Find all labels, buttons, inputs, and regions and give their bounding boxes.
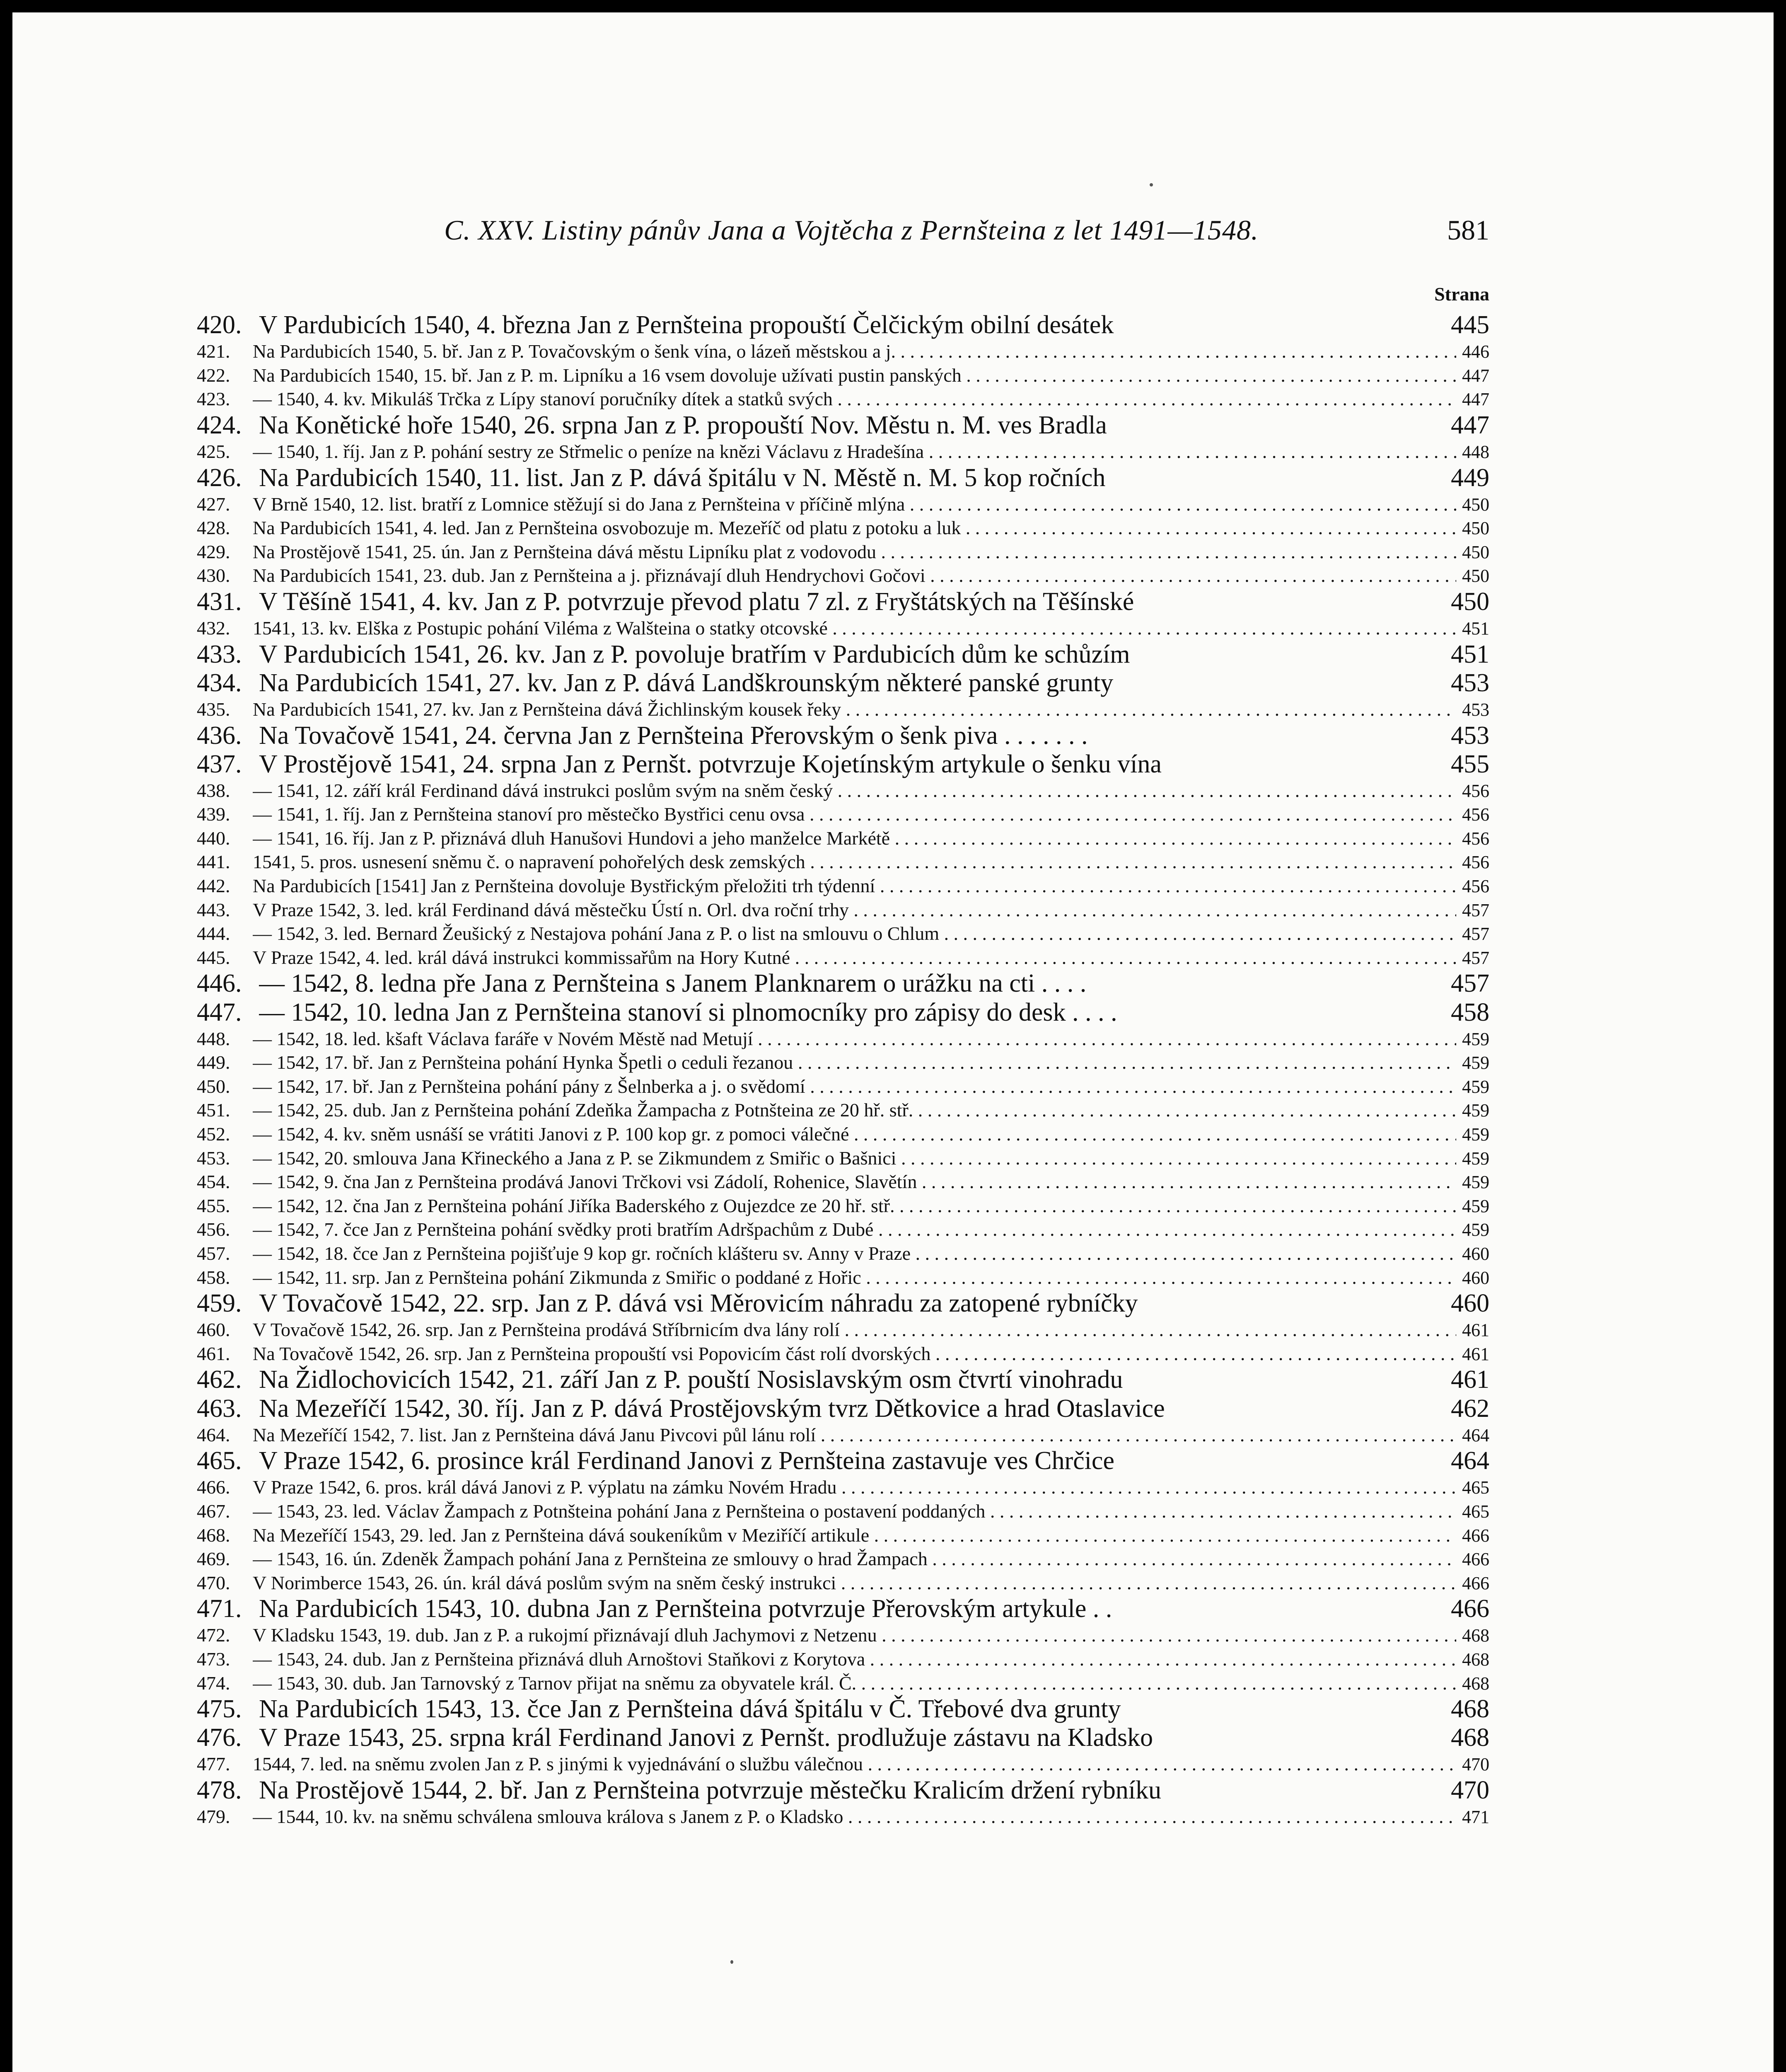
entry-number: 424. xyxy=(197,411,242,439)
entry-number: 478. xyxy=(197,1776,242,1804)
entry-row xyxy=(197,387,1489,411)
entry-page: 471 xyxy=(1462,1807,1489,1828)
entry-text: 1541, 5. pros. usnesení sněmu č. o napravení pohořelých desk zemských . . . xyxy=(253,850,1456,874)
entry-row xyxy=(197,1776,1489,1805)
entry-number: 459. xyxy=(197,1289,242,1318)
entry-number: 452. xyxy=(197,1123,230,1145)
entry-number: 445. xyxy=(197,946,230,968)
entry-number: 425. xyxy=(197,441,230,462)
entry-number: 453. xyxy=(197,1147,230,1169)
entry-page: 447 xyxy=(1462,389,1489,410)
entry-number: 439. xyxy=(197,804,230,825)
entry-page: 468 xyxy=(1462,1649,1489,1670)
entry-row xyxy=(197,1027,1489,1051)
entry-row xyxy=(197,540,1489,564)
entry-page: 459 xyxy=(1462,1124,1489,1145)
entry-row xyxy=(197,616,1489,640)
entry-page: 457 xyxy=(1462,900,1489,920)
entry-page: 448 xyxy=(1462,441,1489,462)
entry-text: Na Konětické hoře 1540, 26. srpna Jan z P. propouští Nov. Městu n. M. ves Bradla xyxy=(259,411,1107,439)
entry-row xyxy=(197,440,1489,464)
entry-page: 457 xyxy=(1462,947,1489,968)
entry-row xyxy=(197,750,1489,779)
entry-page: 450 xyxy=(1462,566,1489,586)
entry-text: Na Pardubicích 1541, 27. kv. Jan z P. dává Landškrounským některé panské grunty xyxy=(259,668,1114,697)
entry-text: V Tovačově 1542, 22. srp. Jan z P. dává vsi Měrovicím náhradu za zatopené rybníčky xyxy=(259,1289,1138,1318)
entry-row xyxy=(197,1695,1489,1723)
entry-page: 465 xyxy=(1462,1477,1489,1498)
entry-number: 430. xyxy=(197,565,230,586)
entry-text: V Pardubicích 1540, 4. března Jan z Pernšteina propouští Čelčickým obilní desátek xyxy=(259,311,1114,339)
entry-text: V Kladsku 1543, 19. dub. Jan z P. a rukojmí přiznávají dluh Jachymovi z Netzenu . . . xyxy=(253,1623,1456,1647)
entry-text: Na Mezeříčí 1542, 30. říj. Jan z P. dává Prostějovským tvrz Dětkovice a hrad Otaslavice xyxy=(259,1394,1165,1423)
entry-row xyxy=(197,492,1489,516)
entry-page: 461 xyxy=(1462,1320,1489,1341)
entry-page: 466 xyxy=(1462,1549,1489,1570)
entry-row xyxy=(197,411,1489,440)
entry-page: 459 xyxy=(1462,1148,1489,1169)
entry-row xyxy=(197,1394,1489,1423)
entry-number: 447. xyxy=(197,998,242,1026)
entry-row xyxy=(197,721,1489,750)
entry-number: 438. xyxy=(197,779,230,801)
entry-row xyxy=(197,1447,1489,1475)
entry-number: 474. xyxy=(197,1672,230,1694)
entry-page: 466 xyxy=(1451,1595,1489,1623)
entry-row xyxy=(197,1571,1489,1595)
entry-number: 460. xyxy=(197,1319,230,1341)
entry-row xyxy=(197,1523,1489,1547)
entry-text: Na Prostějově 1541, 25. ún. Jan z Pernšteina dává městu Lipníku plat z vodovodu . . . xyxy=(253,540,1456,564)
entry-list xyxy=(197,311,1489,1829)
entry-page: 450 xyxy=(1462,518,1489,539)
entry-text: — 1542, 17. bř. Jan z Pernšteina pohání pány z Šelnberka a j. o svědomí . . . xyxy=(253,1075,1456,1099)
entry-row xyxy=(197,640,1489,669)
running-title: C. XXV. Listiny pánův Jana a Vojtěcha z Pernšteina z let 1491—1548. xyxy=(444,214,1259,246)
entry-text: V Praze 1542, 6. prosince král Ferdinand Janovi z Pernšteina zastavuje ves Chrčice xyxy=(259,1447,1114,1475)
entry-row xyxy=(197,1318,1489,1342)
column-heading: Strana xyxy=(1434,283,1489,305)
entry-number: 436. xyxy=(197,721,242,750)
entry-text: — 1540, 4. kv. Mikuláš Trčka z Lípy stanoví poručníky dítek a statků svých . . . xyxy=(253,387,1456,411)
entry-number: 454. xyxy=(197,1171,230,1193)
entry-number: 423. xyxy=(197,388,230,410)
entry-page: 447 xyxy=(1451,411,1489,439)
entry-text: — 1543, 23. led. Václav Žampach z Potnšteina pohání Jana z Pernšteina o postavení poddaných . . . xyxy=(253,1499,1456,1523)
entry-row xyxy=(197,1499,1489,1523)
entry-page: 468 xyxy=(1451,1723,1489,1752)
entry-text: Na Mezeříčí 1542, 7. list. Jan z Pernšteina dává Janu Pivcovi půl lánu rolí . . . xyxy=(253,1423,1456,1447)
entry-number: 420. xyxy=(197,311,242,339)
entry-number: 470. xyxy=(197,1572,230,1593)
entry-row xyxy=(197,1218,1489,1242)
entry-row xyxy=(197,898,1489,922)
entry-number: 476. xyxy=(197,1723,242,1752)
entry-number: 469. xyxy=(197,1548,230,1570)
entry-row xyxy=(197,1805,1489,1829)
entry-page: 453 xyxy=(1451,668,1489,697)
entry-text: — 1542, 18. čce Jan z Pernšteina pojišťuje 9 kop gr. ročních klášteru sv. Anny v Praze . . . xyxy=(253,1242,1456,1266)
entry-row xyxy=(197,1242,1489,1266)
entry-row xyxy=(197,311,1489,339)
entry-text: Na Pardubicích [1541] Jan z Pernšteina dovoluje Bystřickým přeložiti trh týdenní . . . xyxy=(253,874,1456,898)
entry-number: 472. xyxy=(197,1624,230,1646)
entry-page: 450 xyxy=(1451,588,1489,616)
entry-page: 456 xyxy=(1462,804,1489,825)
entry-page: 468 xyxy=(1462,1625,1489,1646)
entry-text: 1541, 13. kv. Elška z Postupic pohání Viléma z Walšteina o statky otcovské . . . xyxy=(253,616,1456,640)
entry-row xyxy=(197,1098,1489,1122)
entry-page: 461 xyxy=(1451,1365,1489,1394)
entry-number: 456. xyxy=(197,1219,230,1240)
entry-page: 456 xyxy=(1462,828,1489,849)
entry-text: Na Tovačově 1542, 26. srp. Jan z Pernšteina propouští vsi Popovicím část rolí dvorských . . . xyxy=(253,1342,1456,1366)
entry-number: 449. xyxy=(197,1052,230,1073)
entry-text: — 1542, 12. čna Jan z Pernšteina pohání Jiříka Baderského z Oujezdce ze 20 hř. stř. . . . xyxy=(253,1194,1456,1218)
entry-text: — 1542, 17. bř. Jan z Pernšteina pohání Hynka Špetli o ceduli řezanou . . . xyxy=(253,1051,1456,1075)
entry-row xyxy=(197,779,1489,803)
entry-number: 433. xyxy=(197,640,242,668)
entry-number: 441. xyxy=(197,851,230,873)
entry-number: 465. xyxy=(197,1447,242,1475)
entry-row xyxy=(197,998,1489,1027)
entry-row xyxy=(197,1342,1489,1366)
entry-number: 422. xyxy=(197,364,230,386)
entry-number: 427. xyxy=(197,493,230,515)
entry-row xyxy=(197,946,1489,970)
entry-text: Na Prostějově 1544, 2. bř. Jan z Pernšteina potvrzuje městečku Kralicím držení rybníku xyxy=(259,1776,1162,1804)
entry-number: 442. xyxy=(197,875,230,897)
entry-page: 449 xyxy=(1451,463,1489,492)
entry-page: 450 xyxy=(1462,542,1489,562)
entry-row xyxy=(197,1723,1489,1752)
entry-number: 428. xyxy=(197,517,230,539)
entry-page: 466 xyxy=(1462,1525,1489,1546)
entry-page: 470 xyxy=(1451,1776,1489,1804)
entry-text: Na Pardubicích 1540, 5. bř. Jan z P. Tovačovským o šenk vína, o lázeň městskou a j. . . . xyxy=(253,339,1456,363)
entry-page: 459 xyxy=(1462,1172,1489,1193)
entry-page: 447 xyxy=(1462,365,1489,386)
entry-row xyxy=(197,1289,1489,1318)
entry-row xyxy=(197,1752,1489,1776)
entry-text: — 1543, 30. dub. Jan Tarnovský z Tarnov přijat na sněmu za obyvatele král. Č. . . . xyxy=(253,1671,1456,1695)
entry-text: V Brně 1540, 12. list. bratří z Lomnice stěžují si do Jana z Pernšteina v příčině mlýna . . . xyxy=(253,492,1456,516)
entry-row xyxy=(197,363,1489,387)
entry-text: Na Mezeříčí 1543, 29. led. Jan z Pernšteina dává soukeníkům v Meziříčí artikule . . . xyxy=(253,1523,1456,1547)
entry-text: — 1543, 24. dub. Jan z Pernšteina přiznává dluh Arnoštovi Staňkovi z Korytova . . . xyxy=(253,1647,1456,1671)
entry-row xyxy=(197,669,1489,697)
entry-page: 455 xyxy=(1451,750,1489,778)
entry-text: — 1542, 11. srp. Jan z Pernšteina pohání Zikmunda z Smiřic o poddané z Hořic . . . xyxy=(253,1266,1456,1290)
entry-text: V Tovačově 1542, 26. srp. Jan z Pernšteina prodává Stříbrnicím dva lány rolí . . . xyxy=(253,1318,1456,1342)
entry-text: — 1541, 12. září král Ferdinand dává instrukci poslům svým na sněm český . . . xyxy=(253,779,1456,803)
entry-page: 465 xyxy=(1462,1501,1489,1522)
entry-number: 435. xyxy=(197,698,230,720)
entry-text: — 1542, 9. čna Jan z Pernšteina prodává Janovi Trčkovi vsi Zádolí, Rohenice, Slavětín . . . xyxy=(253,1170,1456,1194)
entry-text: Na Pardubicích 1540, 11. list. Jan z P. dává špitálu v N. Městě n. M. 5 kop ročních xyxy=(259,463,1106,492)
entry-row xyxy=(197,697,1489,721)
page-header xyxy=(321,209,1489,255)
entry-number: 455. xyxy=(197,1195,230,1216)
entry-row xyxy=(197,1423,1489,1447)
entry-text: — 1544, 10. kv. na sněmu schválena smlouva králova s Janem z P. o Kladsko . . . xyxy=(253,1805,1456,1829)
entry-page: 460 xyxy=(1451,1289,1489,1318)
entry-text: V Praze 1543, 25. srpna král Ferdinand Janovi z Pernšt. prodlužuje zástavu na Kladsko xyxy=(259,1723,1153,1752)
entry-text: Na Pardubicích 1543, 10. dubna Jan z Pernšteina potvrzuje Přerovským artykule . . xyxy=(259,1595,1112,1623)
entry-text: — 1542, 4. kv. sněm usnáší se vrátiti Janovi z P. 100 kop gr. z pomoci válečné . . . xyxy=(253,1122,1456,1146)
entry-page: 464 xyxy=(1462,1425,1489,1445)
entry-page: 466 xyxy=(1462,1573,1489,1593)
entry-row xyxy=(197,1051,1489,1075)
entry-row xyxy=(197,516,1489,540)
entry-row xyxy=(197,1170,1489,1194)
entry-text: V Prostějově 1541, 24. srpna Jan z Pernšt. potvrzuje Kojetínským artykule o šenku vína xyxy=(259,750,1162,778)
entry-number: 463. xyxy=(197,1394,242,1423)
entry-text: — 1541, 16. říj. Jan z P. přiznává dluh Hanušovi Hundovi a jeho manželce Markétě . . . xyxy=(253,826,1456,850)
entry-text: V Norimberce 1543, 26. ún. král dává poslům svým na sněm český instrukci . . . xyxy=(253,1571,1456,1595)
entry-text: Na Pardubicích 1540, 15. bř. Jan z P. m. Lipníku a 16 vsem dovoluje užívati pustin panských . . . xyxy=(253,363,1456,387)
entry-page: 459 xyxy=(1462,1029,1489,1049)
entry-number: 471. xyxy=(197,1595,242,1623)
entry-page: 462 xyxy=(1451,1394,1489,1423)
entry-number: 450. xyxy=(197,1075,230,1097)
entry-page: 459 xyxy=(1462,1100,1489,1121)
entry-row xyxy=(197,1122,1489,1146)
entry-text: V Praze 1542, 6. pros. král dává Janovi z P. výplatu na zámku Novém Hradu . . . xyxy=(253,1475,1456,1499)
entry-page: 451 xyxy=(1451,640,1489,668)
entry-number: 446. xyxy=(197,969,242,998)
entry-number: 467. xyxy=(197,1500,230,1522)
entry-number: 461. xyxy=(197,1343,230,1364)
entry-row xyxy=(197,1266,1489,1290)
entry-text: V Praze 1542, 4. led. král dává instrukci kommissařům na Hory Kutné . . . xyxy=(253,946,1456,970)
entry-page: 470 xyxy=(1462,1754,1489,1775)
entry-page: 446 xyxy=(1462,341,1489,362)
entry-text: — 1542, 8. ledna pře Jana z Pernšteina s Janem Planknarem o urážku na cti . . . . xyxy=(259,969,1087,998)
entry-row xyxy=(197,1623,1489,1647)
entry-text: — 1542, 7. čce Jan z Pernšteina pohání svědky proti bratřím Adršpachům z Dubé . . . xyxy=(253,1218,1456,1242)
entry-page: 456 xyxy=(1462,852,1489,873)
entry-text: Na Pardubicích 1541, 27. kv. Jan z Pernšteina dává Žichlinským kousek řeky . . . xyxy=(253,697,1456,721)
entry-number: 477. xyxy=(197,1753,230,1775)
entry-page: 468 xyxy=(1462,1673,1489,1694)
entry-page: 445 xyxy=(1451,311,1489,339)
entry-row xyxy=(197,564,1489,588)
entry-text: 1544, 7. led. na sněmu zvolen Jan z P. s jinými k vyjednávání o službu válečnou . . . xyxy=(253,1752,1456,1776)
entry-number: 458. xyxy=(197,1266,230,1288)
entry-page: 459 xyxy=(1462,1220,1489,1240)
entry-number: 466. xyxy=(197,1477,230,1498)
entry-text: — 1543, 16. ún. Zdeněk Žampach pohání Jana z Pernšteina ze smlouvy o hrad Žampach . . . xyxy=(253,1547,1456,1571)
entry-text: Na Pardubicích 1541, 23. dub. Jan z Pernšteina a j. přiznávají dluh Hendrychovi Gočovi . . . xyxy=(253,564,1456,588)
entry-text: V Praze 1542, 3. led. král Ferdinand dává městečku Ústí n. Orl. dva roční trhy . . . xyxy=(253,898,1456,922)
entry-row xyxy=(197,1671,1489,1695)
entry-page: 459 xyxy=(1462,1196,1489,1216)
entry-number: 440. xyxy=(197,827,230,849)
entry-row xyxy=(197,826,1489,850)
entry-number: 473. xyxy=(197,1648,230,1670)
entry-number: 448. xyxy=(197,1028,230,1049)
entry-row xyxy=(197,802,1489,826)
entry-row xyxy=(197,339,1489,363)
entry-page: 453 xyxy=(1462,699,1489,720)
entry-row xyxy=(197,1365,1489,1394)
entry-text: V Těšíně 1541, 4. kv. Jan z P. potvrzuje převod platu 7 zl. z Fryštátských na Těšínské xyxy=(259,588,1134,616)
entry-page: 457 xyxy=(1462,924,1489,944)
entry-number: 462. xyxy=(197,1365,242,1394)
entry-number: 431. xyxy=(197,588,242,616)
entry-number: 426. xyxy=(197,463,242,492)
page-number: 581 xyxy=(1447,214,1489,246)
entry-number: 457. xyxy=(197,1242,230,1264)
entry-page: 456 xyxy=(1462,876,1489,897)
scan-speck xyxy=(1150,183,1153,186)
entry-text: — 1542, 10. ledna Jan z Pernšteina stanoví si plnomocníky pro zápisy do desk . . . . xyxy=(259,998,1117,1026)
entry-page: 461 xyxy=(1462,1343,1489,1364)
entry-row xyxy=(197,850,1489,874)
entry-number: 468. xyxy=(197,1524,230,1546)
entry-page: 450 xyxy=(1462,494,1489,515)
entry-page: 459 xyxy=(1462,1076,1489,1097)
entry-number: 434. xyxy=(197,668,242,697)
entry-row xyxy=(197,874,1489,898)
document-page xyxy=(12,12,1774,2072)
entry-row xyxy=(197,1075,1489,1099)
entry-row xyxy=(197,969,1489,998)
entry-text: — 1542, 20. smlouva Jana Křineckého a Jana z P. se Zikmundem z Smiřic o Bašnici . . . xyxy=(253,1146,1456,1170)
entry-row xyxy=(197,1547,1489,1571)
entry-text: — 1541, 1. říj. Jan z Pernšteina stanoví pro městečko Bystřici cenu ovsa . . . xyxy=(253,802,1456,826)
entry-text: Na Židlochovicích 1542, 21. září Jan z P. pouští Nosislavským osm čtvrtí vinohradu xyxy=(259,1365,1123,1394)
entry-number: 432. xyxy=(197,617,230,639)
entry-number: 451. xyxy=(197,1099,230,1121)
entry-number: 479. xyxy=(197,1806,230,1828)
entry-text: — 1542, 25. dub. Jan z Pernšteina pohání Zdeňka Žampacha z Potnšteina ze 20 hř. stř. . . . xyxy=(253,1098,1456,1122)
entry-page: 468 xyxy=(1451,1695,1489,1723)
entry-page: 456 xyxy=(1462,780,1489,801)
scan-speck xyxy=(730,1960,733,1964)
entry-number: 444. xyxy=(197,923,230,944)
entry-number: 421. xyxy=(197,341,230,362)
entry-number: 437. xyxy=(197,750,242,778)
entry-row xyxy=(197,1146,1489,1170)
entry-number: 464. xyxy=(197,1424,230,1445)
entry-row xyxy=(197,464,1489,492)
entry-page: 453 xyxy=(1451,721,1489,750)
entry-number: 443. xyxy=(197,899,230,920)
entry-row xyxy=(197,922,1489,946)
entry-text: Na Pardubicích 1543, 13. čce Jan z Pernšteina dává špitálu v Č. Třebové dva grunty xyxy=(259,1695,1121,1723)
entry-text: Na Pardubicích 1541, 4. led. Jan z Pernšteina osvobozuje m. Mezeříč od platu z potoku a luk . . . xyxy=(253,516,1456,540)
entry-number: 429. xyxy=(197,541,230,562)
entry-text: — 1542, 3. led. Bernard Žeušický z Nestajova pohání Jana z P. o list na smlouvu o Chlum . . . xyxy=(253,922,1456,946)
entry-row xyxy=(197,588,1489,616)
entry-row xyxy=(197,1194,1489,1218)
entry-page: 460 xyxy=(1462,1243,1489,1264)
entry-text: V Pardubicích 1541, 26. kv. Jan z P. povoluje bratřím v Pardubicích dům ke schůzím xyxy=(259,640,1130,668)
entry-text: — 1540, 1. říj. Jan z P. pohání sestry ze Střmelic o peníze na knězi Václavu z Hradešína . . . xyxy=(253,440,1456,464)
entry-page: 459 xyxy=(1462,1053,1489,1073)
entry-page: 457 xyxy=(1451,969,1489,998)
entry-text: Na Tovačově 1541, 24. června Jan z Pernšteina Přerovským o šenk piva . . . . . . . xyxy=(259,721,1088,750)
entry-page: 460 xyxy=(1462,1267,1489,1288)
entry-row xyxy=(197,1647,1489,1671)
entry-row xyxy=(197,1475,1489,1499)
entry-text: — 1542, 18. led. kšaft Václava faráře v Novém Městě nad Metují . . . xyxy=(253,1027,1456,1051)
entry-page: 458 xyxy=(1451,998,1489,1026)
entry-number: 475. xyxy=(197,1695,242,1723)
entry-row xyxy=(197,1595,1489,1623)
entry-page: 451 xyxy=(1462,618,1489,639)
entry-page: 464 xyxy=(1451,1447,1489,1475)
